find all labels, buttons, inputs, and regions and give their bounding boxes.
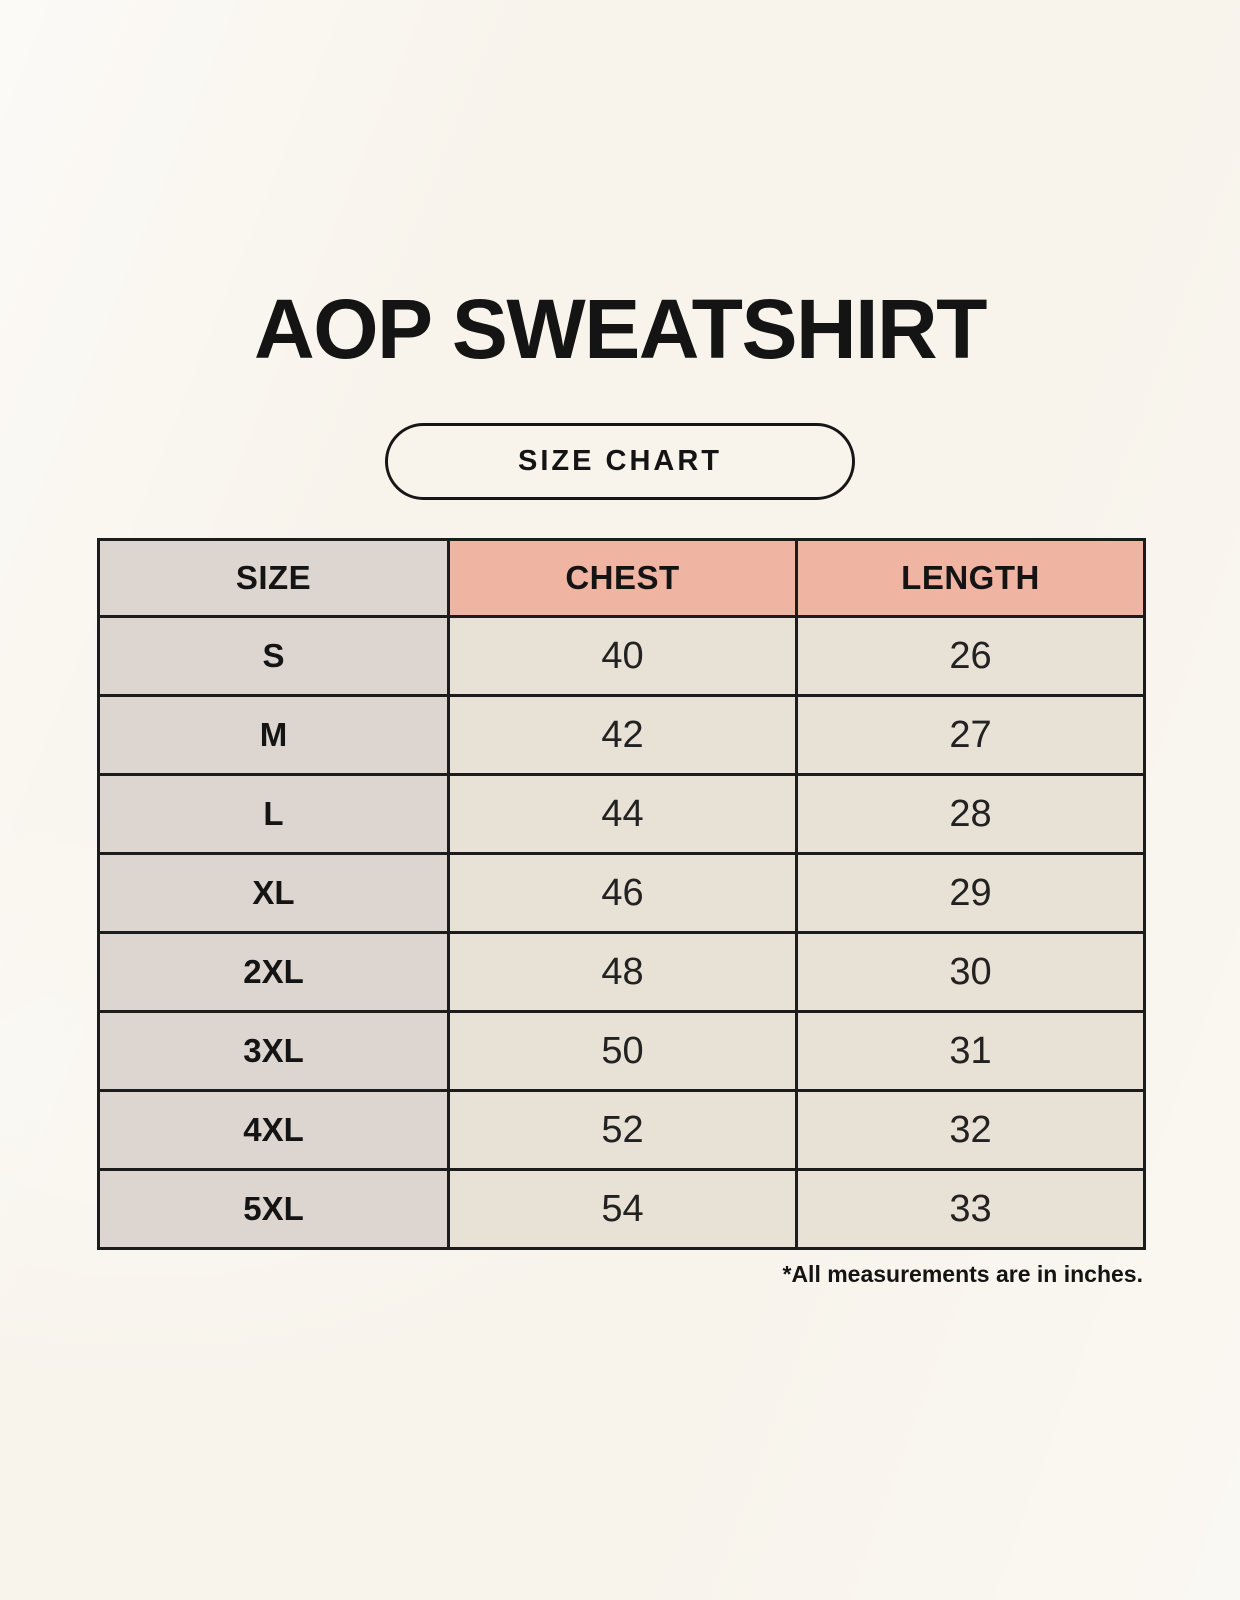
- size-cell: XL: [99, 854, 449, 933]
- length-cell: 26: [797, 617, 1145, 696]
- chest-cell: 42: [449, 696, 797, 775]
- table-row: [99, 1091, 1145, 1170]
- table-row: [99, 775, 1145, 854]
- table-row: [99, 696, 1145, 775]
- size-cell: 3XL: [99, 1012, 449, 1091]
- column-header-chest: CHEST: [449, 540, 797, 617]
- length-cell: 29: [797, 854, 1145, 933]
- length-cell: 32: [797, 1091, 1145, 1170]
- table-header-row: [99, 540, 1145, 617]
- measurements-footnote: *All measurements are in inches.: [782, 1261, 1143, 1287]
- page-title: AOP SWEATSHIRT: [254, 282, 986, 376]
- table-row: [99, 933, 1145, 1012]
- size-chart-badge: [385, 423, 855, 500]
- size-cell: S: [99, 617, 449, 696]
- size-cell: L: [99, 775, 449, 854]
- size-cell: M: [99, 696, 449, 775]
- chest-cell: 46: [449, 854, 797, 933]
- size-cell: 4XL: [99, 1091, 449, 1170]
- chest-cell: 54: [449, 1170, 797, 1249]
- chest-cell: 40: [449, 617, 797, 696]
- column-header-size: SIZE: [99, 540, 449, 617]
- table-row: [99, 617, 1145, 696]
- size-cell: 2XL: [99, 933, 449, 1012]
- chest-cell: 50: [449, 1012, 797, 1091]
- length-cell: 28: [797, 775, 1145, 854]
- size-cell: 5XL: [99, 1170, 449, 1249]
- size-chart-badge-label: SIZE CHART: [518, 445, 722, 477]
- size-chart-table: [97, 538, 1146, 1250]
- table-row: [99, 1012, 1145, 1091]
- chest-cell: 48: [449, 933, 797, 1012]
- chest-cell: 44: [449, 775, 797, 854]
- column-header-length: LENGTH: [797, 540, 1145, 617]
- length-cell: 33: [797, 1170, 1145, 1249]
- chest-cell: 52: [449, 1091, 797, 1170]
- length-cell: 27: [797, 696, 1145, 775]
- table-row: [99, 854, 1145, 933]
- table-row: [99, 1170, 1145, 1249]
- length-cell: 31: [797, 1012, 1145, 1091]
- length-cell: 30: [797, 933, 1145, 1012]
